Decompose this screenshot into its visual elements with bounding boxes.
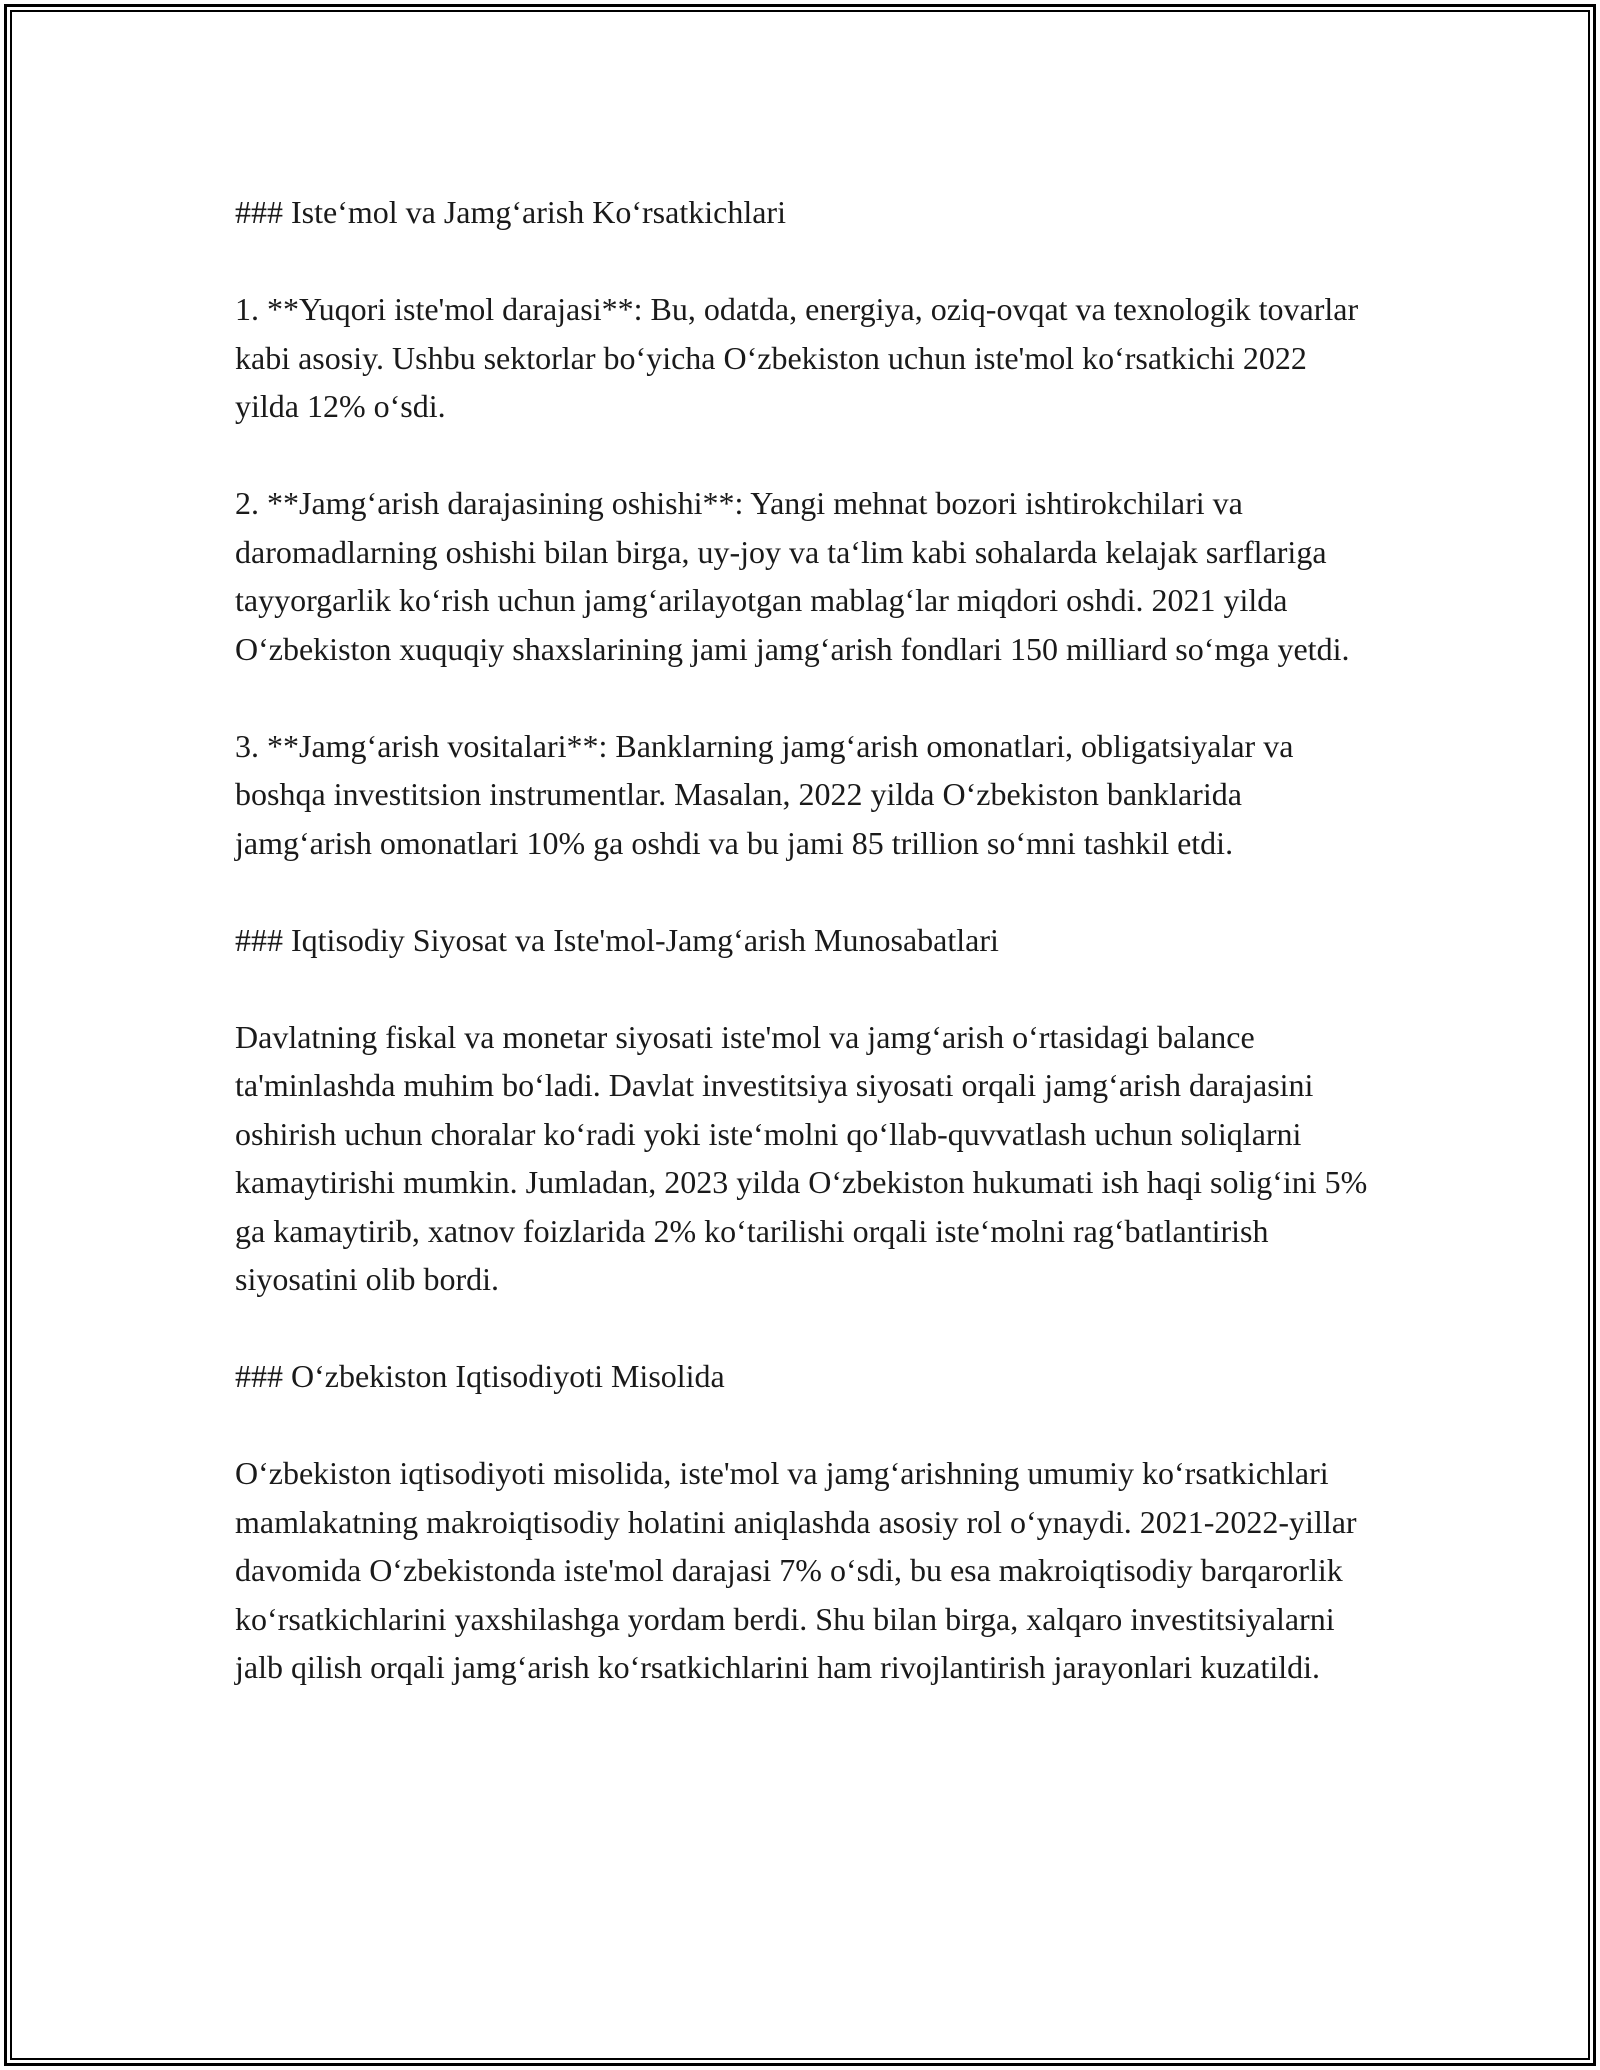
section-heading-economic-policy: ### Iqtisodiy Siyosat va Iste'mol-Jamg‘arish Munosabatlari (235, 921, 999, 958)
section-heading-consumption-savings: ### Iste‘mol va Jamg‘arish Ko‘rsatkichlari (235, 194, 786, 230)
list-item-savings-instruments: 3. **Jamg‘arish vositalari**: Banklarning jamg‘arish omonatlari, obligatsiyalar va boshqa investitsion instrumentlar. Masalan, 2022 yilda O‘zbekiston banklarida jamg‘arish omonatlari 10% ga oshdi va bu jami 85 trillion so‘mni tashkil etdi. (235, 727, 1294, 861)
document-body (235, 188, 1375, 1692)
list-item-savings-growth: 2. **Jamg‘arish darajasining oshishi**: Yangi mehnat bozori ishtirokchilari va daromadlarning oshishi bilan birga, uy-joy va ta‘lim kabi sohalarda kelajak sarflariga tayyorgarlik ko‘rish uchun jamg‘arilayotgan mablag‘lar miqdori oshdi. 2021 yilda O‘zbekiston xuquqiy shaxslarining jami jamg‘arish fondlari 150 milliard so‘mga yetdi. (235, 485, 1350, 667)
paragraph-economic-policy: Davlatning fiskal va monetar siyosati iste'mol va jamg‘arish o‘rtasidagi balance ta'minlashda muhim bo‘ladi. Davlat investitsiya siyosati orqali jamg‘arish darajasini oshirish uchun choralar ko‘radi yoki iste‘molni qo‘llab-quvvatlash uchun soliqlarni kamaytirishi mumkin. Jumladan, 2023 yilda O‘zbekiston hukumati ish haqi solig‘ini 5% ga kamaytirib, xatnov foizlarida 2% ko‘tarilishi orqali iste‘molni rag‘batlantirish siyosatini olib bordi. (235, 1018, 1368, 1297)
paragraph-uzbekistan-example: O‘zbekiston iqtisodiyoti misolida, iste'mol va jamg‘arishning umumiy ko‘rsatkichlari mamlakatning makroiqtisodiy holatini aniqlashda asosiy rol o‘ynaydi. 2021-2022-yillar davomida O‘zbekistonda iste'mol darajasi 7% o‘sdi, bu esa makroiqtisodiy barqarorlik ko‘rsatkichlarini yaxshilashga yordam berdi. Shu bilan birga, xalqaro investitsiyalarni jalb qilish orqali jamg‘arish ko‘rsatkichlarini ham rivojlantirish jarayonlari kuzatildi. (235, 1455, 1357, 1685)
list-item-high-consumption: 1. **Yuqori iste'mol darajasi**: Bu, odatda, energiya, oziq-ovqat va texnologik tovarlar kabi asosiy. Ushbu sektorlar bo‘yicha O‘zbekiston uchun iste'mol ko‘rsatkichi 2022 yilda 12% o‘sdi. (235, 291, 1359, 424)
section-heading-uzbekistan-example: ### O‘zbekiston Iqtisodiyoti Misolida (235, 1358, 725, 1394)
